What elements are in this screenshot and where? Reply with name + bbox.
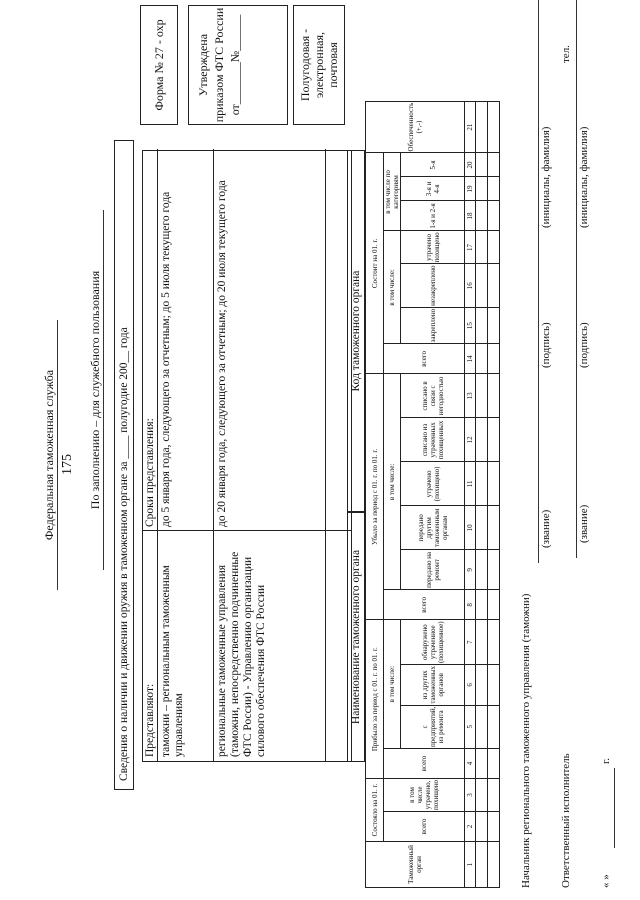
submitters-column [143, 530, 351, 761]
end-lost: утрачено похищено [401, 231, 465, 264]
col-num: 8 [465, 590, 476, 620]
date-year: г. [600, 757, 612, 764]
report-title: Сведения о наличии и движении оружия в таможенном органе за ____ полугодие 200__ года [114, 140, 134, 790]
col-state-start-header: Состояло на 01. г. [366, 778, 384, 841]
period-box [293, 5, 345, 125]
phone-label: тел. [560, 45, 572, 63]
deadline-customs: до 5 января года, следующего за отчетным; до 5 июля текущего года [158, 149, 214, 531]
period-line-2: электронная, [312, 32, 326, 98]
submitter-customs: таможни – региональным таможенным управлениям [158, 531, 214, 761]
left-other: передано другим таможенным органам [401, 506, 465, 550]
form-number-box: Форма № 27 - охр [140, 5, 178, 125]
col-num: 20 [465, 153, 476, 177]
cat-5: 5-я [401, 153, 465, 177]
head-name-caption: (инициалы, фамилия) [540, 126, 552, 228]
col-num: 5 [465, 705, 476, 748]
head-signature-label: Начальник регионального таможенного управления (таможни) [520, 593, 532, 888]
cat-3-4: 3-я и 4-я [401, 177, 465, 201]
col-num: 12 [465, 418, 476, 462]
submitter-regional: региональные таможенные управления (таможни, непосредственно подчиненные ФТС России) - Управлению организации силового обеспечения ФТС России [214, 531, 326, 761]
period-line-1: Полугодовая - [298, 28, 312, 102]
org-name-label: Наименование таможенного органа [347, 512, 365, 762]
head-sign-caption: (подпись) [540, 322, 552, 368]
left-writeoff-lost: списано из утраченных похищенных [401, 418, 465, 462]
col-num: 2 [465, 812, 476, 842]
deadlines-column [143, 149, 351, 531]
col-num: 19 [465, 177, 476, 201]
submission-info-table [142, 150, 352, 762]
org-code-label: Код таможенного органа [347, 150, 365, 512]
col-num: 7 [465, 620, 476, 665]
col-num: 21 [465, 101, 476, 153]
deadlines-header: Сроки представления: [143, 149, 158, 531]
left-writeoff-unfit: списано в связи с негодностью [401, 374, 465, 418]
executor-label: Ответственный исполнитель [560, 753, 572, 888]
cat-1-2: 1-я и 2-я [401, 201, 465, 231]
table-row [488, 101, 500, 887]
left-incl: в том числе: [384, 374, 401, 590]
col-customs-header: Таможенный орган [366, 842, 465, 888]
state-start-lost: в том числе утрачено, похищено [384, 778, 465, 811]
col-left-header: Убыло за период с 01. г. по 01. г. [366, 374, 384, 620]
col-state-end-header: Состоит на 01. г. [366, 153, 384, 374]
executor-rank-caption: (звание) [578, 504, 590, 543]
arrived-other: из других таможенных органов [401, 665, 465, 706]
col-num: 16 [465, 264, 476, 307]
end-total: всего [384, 344, 465, 374]
head-rank-caption: (звание) [540, 509, 552, 548]
end-category: в том числе по категориям [384, 153, 401, 231]
state-start-total: всего [384, 812, 465, 842]
col-num: 14 [465, 344, 476, 374]
end-unassigned: незакреплено [401, 264, 465, 307]
col-num: 1 [465, 842, 476, 888]
agency-name: Федеральная таможенная служба [42, 320, 58, 590]
col-num: 13 [465, 374, 476, 418]
col-num: 18 [465, 201, 476, 231]
arrived-enterprises: с предприятий, из ремонта [401, 705, 465, 748]
weapons-table [365, 101, 500, 888]
col-num: 4 [465, 748, 476, 778]
deadline-regional: до 20 января года, следующего за отчетным; до 20 июля текущего года [214, 149, 326, 531]
col-num: 17 [465, 231, 476, 264]
approval-line-3: от_______№______ [228, 14, 242, 116]
approval-box [188, 5, 288, 125]
col-security-header: Обеспеченность (+,-) [366, 101, 465, 153]
arrived-found: обнаружено утраченное (похищенное) [401, 620, 465, 665]
submitters-header: Представляют: [143, 531, 158, 761]
org-labels-row [347, 150, 365, 762]
col-num: 15 [465, 307, 476, 343]
col-num: 10 [465, 506, 476, 550]
end-assigned: закреплено [401, 307, 465, 343]
column-numbers-row [465, 101, 476, 887]
col-num: 11 [465, 462, 476, 506]
col-num: 9 [465, 550, 476, 590]
table-row [476, 101, 488, 887]
end-incl: в том числе: [384, 231, 401, 344]
page-number: 175 [60, 454, 75, 475]
approval-line-2: приказом ФТС России [212, 7, 226, 123]
left-lost: утрачено (похищено) [401, 462, 465, 506]
col-num: 3 [465, 778, 476, 811]
approval-line-1: Утверждена [196, 33, 210, 97]
left-total: всего [384, 590, 465, 620]
col-arrived-header: Прибыло за период с 01. г. по 01. г. [366, 620, 384, 779]
executor-sign-caption: (подпись) [578, 322, 590, 368]
arrived-incl: в том числе: [384, 620, 401, 749]
usage-note: По заполнению – для служебного пользования [88, 210, 104, 570]
period-line-3: почтовая [326, 42, 340, 88]
executor-name-caption: (инициалы, фамилия) [578, 126, 590, 228]
col-num: 6 [465, 665, 476, 706]
date-quote: « » [600, 874, 612, 888]
left-repair: передано на ремонт [401, 550, 465, 590]
arrived-total: всего [384, 748, 465, 778]
